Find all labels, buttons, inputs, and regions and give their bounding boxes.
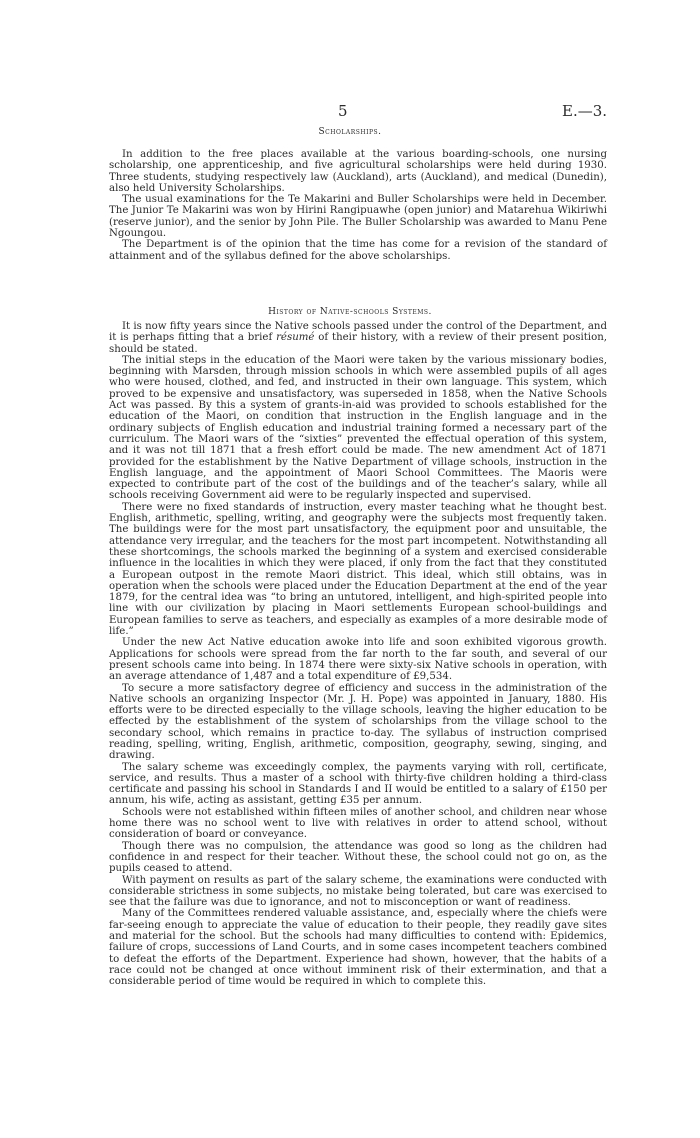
paragraph: Schools were not established within fifteen miles of another school, and children near whose home there was no school went to live with relatives in order to attend school, without consideration of board or conveyance. xyxy=(109,806,607,841)
paragraph: Many of the Committees rendered valuable assistance, and, especially where the chiefs were far-seeing enough to appreciate the value of education to their people, they readily gave sites and material for the school. But the schools had many difficulties to contend with: Epidemics, failure of crops, successions of Land Courts, and in some cases incompetent teachers combined to defeat the efforts of the Department. Experience had shown, however, that the habits of a race could not be changed at once without imminent risk of their extermination, and that a considerable period of time would be required in which to complete this. xyxy=(109,908,607,988)
paragraph: Though there was no compulsion, the attendance was good so long as the children had confidence in and respect for their teacher. Without these, the school could not go on, as the pupils ceased to attend. xyxy=(109,840,607,875)
paragraph: In addition to the free places available at the various boarding-schools, one nursing scholarship, one apprenticeship, and five agricultural scholarships were held during 1930. Three students, studying respectively law (Auckland), arts (Auckland), and medical (Dunedin), also held University Scholarships. xyxy=(109,149,607,194)
paragraph: The Department is of the opinion that the time has come for a revision of the standard of attainment and of the syllabus defined for the above scholarships. xyxy=(109,239,607,262)
page-number: 5 xyxy=(338,102,348,120)
paragraph: The initial steps in the education of the Maori were taken by the various missionary bodies, beginning with Marsden, through mission schools in which were assembled pupils of all ages who were housed, clothed, and fed, and instructed in their own language. This system, which proved to be expensive and unsatisfactory, was superseded in 1858, when the Native Schools Act was passed. By this a system of grants-in-aid was provided to schools established for the education of the Maori, on condition that instruction in the English language and in the ordinary subjects of English education and industrial training formed a necessary part of the curriculum. The Maori wars of the “sixties” prevented the effectual operation of this system, and it was not till 1871 that a fresh effort could be made. The new amendment Act of 1871 provided for the establishment by the Native Department of village schools, instruction in the English language, and the appointment of Maori School Committees. The Maoris were expected to contribute part of the cost of the buildings and of the teacher’s salary, while all schools receiving Government aid were to be regularly inspected and supervised. xyxy=(109,354,607,502)
paragraph: With payment on results as part of the salary scheme, the examinations were conducted with considerable strictness in some subjects, no mistake being tolerated, but care was exercised to see that the failure was due to ignorance, and not to misconception or want of readiness. xyxy=(109,874,607,909)
paragraph: To secure a more satisfactory degree of efficiency and success in the administration of the Native schools an organizing Inspector (Mr. J. H. Pope) was appointed in January, 1880. His efforts were to be directed especially to the village schools, leaving the higher education to be effected by the establishment of the system of scholarships from the village school to the secondary school, which remains in practice to-day. The syllabus of instruction comprised reading, spelling, writing, English, arithmetic, composition, geography, sewing, singing, and drawing. xyxy=(109,682,607,762)
document-reference: E.—3. xyxy=(562,102,608,120)
paragraph: Under the new Act Native education awoke into life and soon exhibited vigorous growth. Applications for schools were spread from the far north to the far south, and several of our present schools came into being. In 1874 there were sixty-six Native schools in operation, with an average attendance of 1,487 and a total expenditure of £9,534. xyxy=(109,637,607,683)
paragraph: The salary scheme was exceedingly complex, the payments varying with roll, certificate, service, and results. Thus a master of a school with thirty-five children holding a third-class certificate and passing his school in Standards I and II would be entitled to a salary of £150 per annum, his wife, acting as assistant, getting £35 per annum. xyxy=(109,761,607,807)
paragraph: It is now fifty years since the Native schools passed under the control of the Department, and it is perhaps fitting that a brief résumé of their history, with a review of their present position, should be stated. xyxy=(109,321,607,355)
section-title-history: History of Native-schools Systems. xyxy=(268,307,432,317)
italic-term: résumé xyxy=(276,332,315,344)
section-body-scholarships xyxy=(109,149,607,262)
page-header xyxy=(0,102,700,122)
section-body-history xyxy=(109,321,607,988)
paragraph: The usual examinations for the Te Makarini and Buller Scholarships were held in December. The Junior Te Makarini was won by Hirini Rangipuawhe (open junior) and Matarehua Wikiriwhi (reserve junior), and the senior by John Pile. The Buller Scholarship was awarded to Manu Pene Ngoungou. xyxy=(109,194,607,240)
paragraph: There were no fixed standards of instruction, every master teaching what he thought best. English, arithmetic, spelling, writing, and geography were the subjects most frequently taken. The buildings were for the most part unsatisfactory, the equipment poor and unsuitable, the attendance very irregular, and the teachers for the most part incompetent. Notwithstanding all these shortcomings, the schools marked the beginning of a system and exercised considerable influence in the localities in which they were placed, if only from the fact that they constituted a European outpost in the remote Maori district. This ideal, which still obtains, was in operation when the schools were placed under the Education Department at the end of the year 1879, for the central idea was “to bring an untutored, intelligent, and high-spirited people into line with our civilization by placing in Maori settlements European school-buildings and European families to serve as teachers, and especially as examples of a more desirable mode of life.” xyxy=(109,501,607,638)
section-title-scholarships: Scholarships. xyxy=(318,127,382,137)
